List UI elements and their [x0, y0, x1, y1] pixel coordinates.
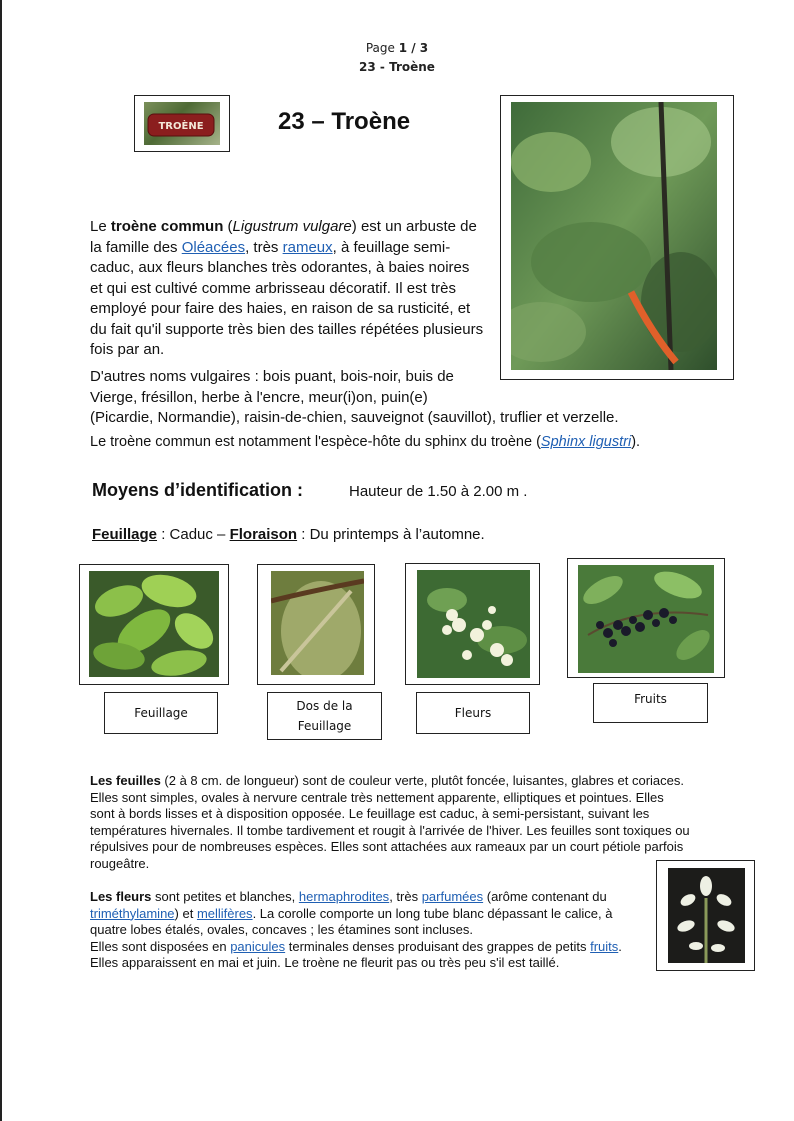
header-doc-title: 23 - Troène [359, 60, 435, 74]
photo-dos-frame [257, 564, 375, 685]
photo-feuillage-frame [79, 564, 229, 685]
link-trimethylamine[interactable]: triméthylamine [90, 905, 175, 921]
link-sphinx-ligustri[interactable]: Sphinx ligustri [540, 434, 632, 450]
shrub-illustration [511, 102, 717, 370]
caption-feuillage: Feuillage [104, 692, 218, 734]
flower-closeup-illustration [668, 868, 745, 963]
link-panicules[interactable]: panicules [230, 938, 286, 954]
link-melliferes[interactable]: mellifères [196, 905, 253, 921]
caption-fleurs: Fleurs [416, 692, 530, 734]
sign-text: TROÈNE [158, 121, 204, 132]
leaves-paragraph: Les feuilles (2 à 8 cm. de longueur) sont de couleur verte, plutôt foncée, luisantes, glabres et coriaces. Elles sont simples, ovales à nervure centrale très nettement apparente, elliptiques et pointues. Elles sont à bords lisses et à disposition opposée. Le feuillage est caduc, à semi-persistant, suivant les températures hivernales. Il tombe tardivement et rougit à l'arrivée de l'hiver. Les feuilles sont toxiques ou répulsives pour de nombreuses espèces. Elles sont attachées aux rameaux par un court pétiole parfois rougeâtre. [90, 773, 690, 871]
main-photo [511, 102, 717, 370]
main-photo-frame [500, 95, 734, 380]
photo-fruits-frame [567, 558, 725, 678]
page-number-line: Page 1 / 3 [365, 41, 429, 55]
photo-dos-feuillage [271, 571, 364, 675]
page-left-border [0, 0, 2, 1121]
page-number: 1 / 3 [398, 41, 429, 55]
floraison-label: Floraison [229, 526, 298, 543]
leaf-back-illustration [271, 571, 364, 675]
link-parfumees[interactable]: parfumées [421, 889, 484, 904]
feuillage-label: Feuillage [92, 526, 158, 543]
sign-illustration [144, 102, 220, 145]
flower-closeup-photo [668, 868, 745, 963]
feuillage-floraison-line: Feuillage : Caduc – Floraison : Du printemps à l’automne. [92, 526, 485, 543]
sign-photo-frame [134, 95, 230, 152]
page-title: 23 – Troène [278, 108, 411, 135]
leaves-illustration [89, 571, 219, 677]
other-names-paragraph: D'autres noms vulgaires : bois puant, bois-noir, buis de Vierge, frésillon, herbe à l'encre, meur(i)on, puin(e) (Picardie, Normandie), raisin-de-chien, sauveignot (sauvillot), truflier et verzelle. [90, 368, 619, 426]
berries-illustration [578, 565, 714, 673]
flower-closeup-frame [656, 860, 755, 971]
photo-fleurs [417, 570, 530, 678]
host-paragraph: Le troène commun est notamment l'espèce-hôte du sphinx du troène (Sphinx ligustri). [90, 434, 641, 450]
flowers-paragraph: Les fleurs sont petites et blanches, hermaphrodites, très parfumées (arôme contenant du triméthylamine) et mellifères. La corolle comporte un long tube blanc dépassant le calice, à quatre lobes étalés, ovales, concaves ; les étamines sont incluses. Elles sont disposées en panicules terminales denses produisant des grappes de petits fruits. Elles apparaissent en mai et juin. Le troène ne fleurit pas ou très peu s'il est taillé. [90, 889, 622, 970]
link-hermaphrodites[interactable]: hermaphrodites [298, 889, 390, 904]
caption-dos-feuillage: Dos de la Feuillage [267, 692, 382, 740]
identification-heading: Moyens d’identification : [92, 480, 304, 500]
photo-fruits [578, 565, 714, 673]
intro-paragraph: Le troène commun (Ligustrum vulgare) est un arbuste de la famille des Oléacées, très rameux, à feuillage semi-caduc, aux fleurs blanches très odorantes, à baies noires et qui est cultivé comme arbrisseau décoratif. Il est très employé pour faire des haies, en raison de sa rusticité, et du fait qu'il supporte très bien des tailles répétées plusieurs fois par an. [90, 218, 484, 358]
identification-height: Hauteur de 1.50 à 2.00 m . [349, 483, 528, 500]
flowers-illustration [417, 570, 530, 678]
sign-photo [144, 102, 220, 145]
link-fruits[interactable]: fruits [590, 938, 619, 954]
link-oleacees[interactable]: Oléacées [181, 238, 246, 256]
photo-fleurs-frame [405, 563, 540, 685]
link-rameux[interactable]: rameux [282, 238, 333, 256]
photo-feuillage [89, 571, 219, 677]
caption-fruits: Fruits [593, 683, 708, 723]
